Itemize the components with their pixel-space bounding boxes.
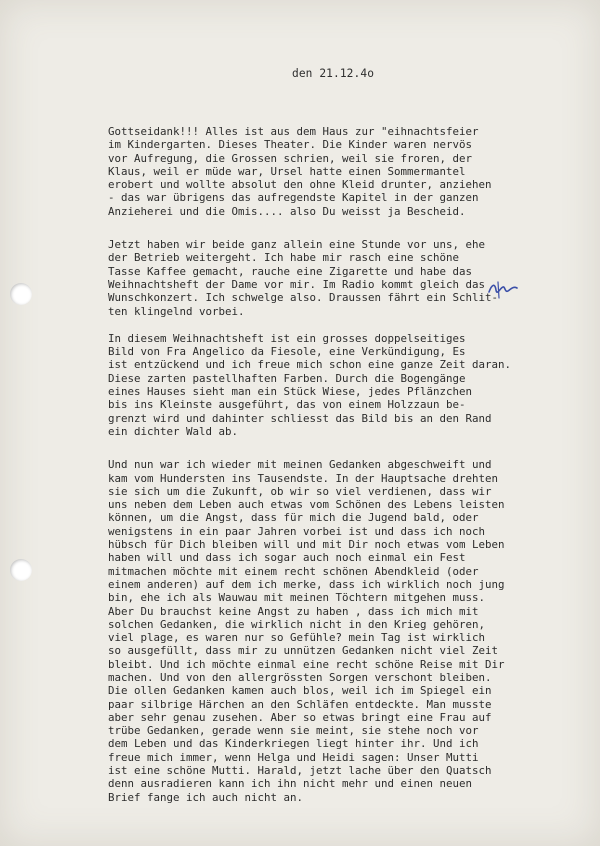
text-line: Bild von Fra Angelico da Fiesole, eine Verkündigung, Es	[108, 345, 466, 359]
punch-hole-top	[10, 283, 32, 305]
text-line: ten klingelnd vorbei.	[108, 304, 245, 318]
text-line: haben will und dass ich sogar auch noch einmal ein Fest	[108, 551, 466, 565]
text-line: so ausgefüllt, dass mir zu unnützen Gedanken nicht viel Zeit	[108, 644, 499, 658]
text-line: Wunschkonzert. Ich schwelge also. Draussen fährt ein Schlit-	[108, 291, 499, 305]
text-line: Gottseidank!!! Alles ist aus dem Haus zur "eihnachtsfeier	[108, 125, 479, 138]
text-line: hübsch für Dich bleiben will und mit Dir noch etwas vom Leben	[108, 538, 505, 552]
text-line: denn ausradieren kann ich ihn nicht mehr und einen neuen	[108, 777, 473, 791]
text-line: Klaus, weil er müde war, Ursel hatte einen Sommermantel	[108, 164, 466, 178]
text-line: Weihnachtsheft der Dame vor mir. Im Radio kommt gleich das	[108, 277, 486, 291]
text-line: bleibt. Und ich möchte einmal eine recht schöne Reise mit Dir	[108, 657, 505, 671]
text-line: ist entzückend und ich freue mich schon eine ganze Zeit daran.	[108, 358, 512, 372]
paragraph-3	[108, 332, 580, 438]
text-line: solchen Gedanken, die wirklich nicht in den Krieg gehören,	[108, 617, 486, 631]
text-line: kam vom Hundersten ins Tausendste. In der Hauptsache drehten	[108, 471, 499, 485]
paragraph-1	[108, 125, 580, 218]
text-line: bis ins Kleinste ausgeführt, das von einem Holzzaun be-	[108, 398, 466, 412]
letter-date: den 21.12.4o	[292, 67, 375, 80]
text-line: einem anderen) auf dem ich merke, dass ich wirklich noch jung	[108, 577, 505, 591]
text-line: mitmachen möchte mit einem recht schönen Abendkleid (oder	[108, 564, 479, 578]
punch-hole-bottom	[10, 559, 32, 581]
text-line: sie sich um die Zukunft, ob wir so viel verdienen, dass wir	[108, 484, 492, 498]
text-line: Diese zarten pastellhaften Farben. Durch die Bogengänge	[108, 371, 466, 385]
letter-body	[108, 125, 580, 823]
text-line: können, um die Angst, dass für mich die Jugend bald, oder	[108, 511, 479, 525]
text-line: der Betrieb weitergeht. Ich habe mir rasch eine schöne	[108, 251, 460, 265]
text-line: trübe Gedanken, gerade wenn sie meint, sie stehe noch vor	[108, 724, 479, 738]
text-line: Brief fange ich auch nicht an.	[108, 790, 304, 804]
text-line: bin, ehe ich als Wauwau mit meinen Töchtern mitgehen muss.	[108, 591, 486, 605]
text-line: viel plage, es waren nur so Gefühle? mein Tag ist wirklich	[108, 631, 486, 645]
handwritten-correction-mark	[486, 278, 520, 302]
text-line: Tasse Kaffee gemacht, rauche eine Zigarette und habe das	[108, 264, 473, 278]
text-line: Die ollen Gedanken kamen auch blos, weil ich im Spiegel ein	[108, 684, 492, 698]
paragraph-4	[108, 458, 580, 804]
text-line: erobert und wollte absolut den ohne Kleid drunter, anziehen	[108, 178, 492, 192]
text-line: grenzt wird und dahinter schliesst das Bild bis an den Rand	[108, 411, 492, 425]
text-line: Und nun war ich wieder mit meinen Gedanken abgeschweift und	[108, 458, 492, 472]
text-line: Aber Du brauchst keine Angst zu haben , dass ich mich mit	[108, 604, 479, 618]
text-line: In diesem Weihnachtsheft ist ein grosses doppelseitiges	[108, 331, 466, 345]
text-line: machen. Und von den allergrössten Sorgen verschont bleiben.	[108, 670, 492, 684]
text-line: vor Aufregung, die Grossen schrien, weil sie froren, der	[108, 151, 473, 165]
text-line: wenigstens in ein paar Jahren vorbei ist und dass ich noch	[108, 524, 486, 538]
text-line: dem Leben und das Kinderkriegen liegt hinter ihr. Und ich	[108, 737, 479, 751]
text-line: ist eine schöne Mutti. Harald, jetzt lache über den Quatsch	[108, 764, 492, 778]
text-line: aber sehr genau zusehen. Aber so etwas bringt eine Frau auf	[108, 710, 492, 724]
text-line: Jetzt haben wir beide ganz allein eine Stunde vor uns, ehe	[108, 238, 486, 252]
text-line: ein dichter Wald ab.	[108, 424, 239, 438]
text-line: im Kindergarten. Dieses Theater. Die Kinder waren nervös	[108, 138, 473, 152]
text-line: - das war übrigens das aufregendste Kapitel in der ganzen	[108, 191, 479, 205]
text-line: uns neben dem Leben auch etwas vom Schönen des Lebens leisten	[108, 498, 505, 512]
text-line: paar silbrige Härchen an den Schläfen entdeckte. Man musste	[108, 697, 492, 711]
text-line: Anzieherei und die Omis.... also Du weisst ja Bescheid.	[108, 204, 466, 218]
text-line: freue mich immer, wenn Helga und Heidi sagen: Unser Mutti	[108, 750, 479, 764]
text-line: eines Hauses sieht man ein Stück Wiese, jedes Pflänzchen	[108, 385, 473, 399]
